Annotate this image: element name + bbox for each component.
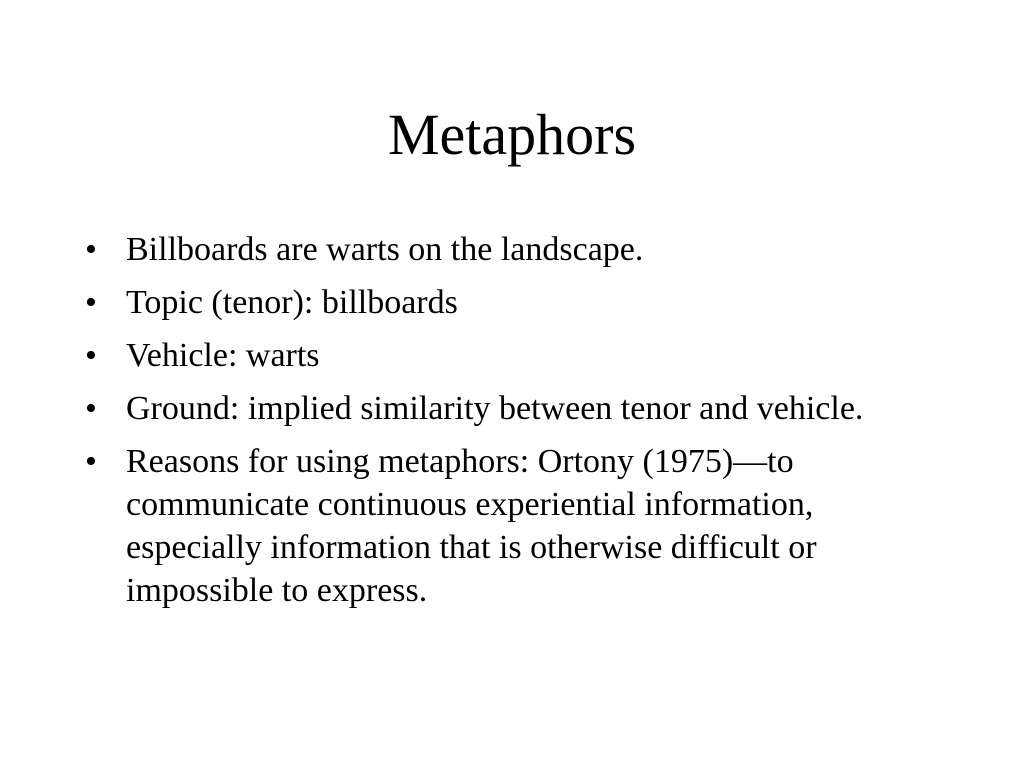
bullet-marker: • bbox=[85, 284, 97, 321]
bullet-marker: • bbox=[85, 443, 97, 480]
bullet-text: Topic (tenor): billboards bbox=[126, 284, 458, 321]
bullet-list bbox=[80, 228, 937, 622]
bullet-item-reasons bbox=[80, 440, 937, 612]
bullet-item-ground bbox=[80, 387, 937, 430]
slide-title: Metaphors bbox=[387, 102, 637, 167]
bullet-text: Vehicle: warts bbox=[126, 337, 320, 374]
bullet-marker: • bbox=[85, 337, 97, 374]
bullet-text: Ground: implied similarity between tenor and vehicle. bbox=[126, 390, 864, 427]
bullet-marker: • bbox=[85, 231, 97, 268]
bullet-item-example bbox=[80, 228, 937, 271]
bullet-text: Billboards are warts on the landscape. bbox=[126, 231, 644, 268]
bullet-item-topic bbox=[80, 281, 937, 324]
bullet-item-vehicle bbox=[80, 334, 937, 377]
bullet-text: Reasons for using metaphors: Ortony (1975)—to communicate continuous experiential information, especially information that is otherwise difficult or impossible to express. bbox=[126, 443, 817, 609]
bullet-marker: • bbox=[85, 390, 97, 427]
